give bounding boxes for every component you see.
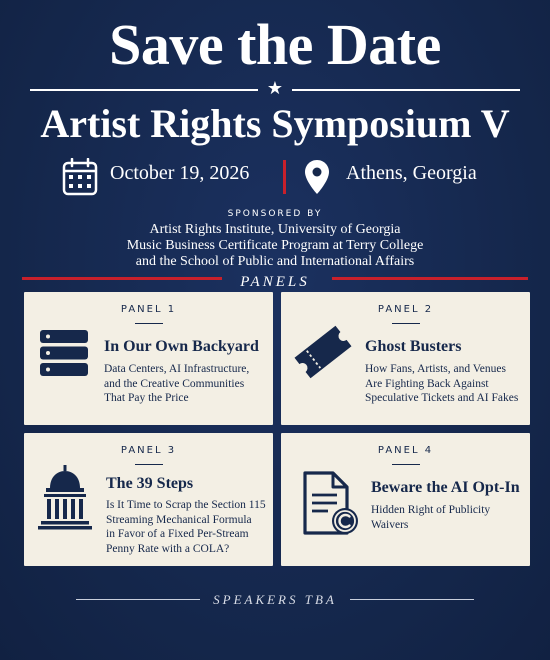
panel-rule [392,464,420,465]
divider-line-right [292,89,520,91]
description-line: Data Centers, AI Infrastructure, [104,363,250,375]
panel-title: The 39 Steps [106,475,194,492]
description-line: Waivers [371,518,409,531]
panel-description [365,362,518,406]
sponsor-line: Music Business Certificate Program at Terry College [126,238,424,253]
description-line: Hidden Right of Publicity [371,504,491,516]
copyright-document-icon [301,471,363,537]
star-divider [0,79,550,99]
description-line: Is It Time to Scrap the Section 115 [106,499,266,511]
panel-number: PANEL 1 [120,304,177,315]
server-stack-icon [38,328,90,378]
panel-description [106,498,266,556]
sponsor-line: Artist Rights Institute, University of Georgia [149,222,401,237]
description-line: Streaming Mechanical Formula [106,513,252,526]
map-pin-icon [304,159,330,195]
panel-title: In Our Own Backyard [104,338,259,355]
save-the-date-heading: Save the Date [109,12,441,77]
star-icon: ★ [266,78,284,99]
panel-number: PANEL 4 [377,445,434,456]
sponsor-line: and the School of Public and International Affairs [135,254,415,269]
panel-rule [392,323,420,324]
speakers-row [0,591,550,609]
info-divider [283,160,286,194]
ticket-icon [289,322,357,382]
panels-heading-row [0,272,550,292]
event-location: Athens, Georgia [346,162,477,184]
panel-card-4 [281,433,530,566]
description-line: Penny Rate with a COLA? [106,542,230,555]
panel-title: Beware the AI Opt-In [371,479,520,496]
description-line: in Favor of a Fixed Per-Stream [106,528,249,540]
event-info-row [0,156,550,198]
panel-title: Ghost Busters [365,338,462,355]
description-line: and the Creative Communities [104,377,245,390]
sponsor-list [0,222,550,270]
red-rule-right [332,277,528,280]
panel-number: PANEL 2 [377,304,434,315]
calendar-icon [62,158,98,196]
speakers-line-right [350,599,474,600]
divider-line-left [30,89,258,91]
speakers-tba: SPEAKERS TBA [213,592,337,607]
description-line: Are Fighting Back Against [365,377,489,390]
sponsored-by-label: SPONSORED BY [227,209,323,219]
panel-description [104,362,249,406]
description-line: How Fans, Artists, and Venues [365,363,506,375]
capitol-building-icon [36,464,94,530]
panel-rule [135,464,163,465]
description-line: That Pay the Price [104,392,189,404]
panels-heading: PANELS [240,274,310,290]
panel-card-3 [24,433,273,566]
panel-card-2 [281,292,530,425]
description-line: Speculative Tickets and AI Fakes [365,392,519,404]
panel-description [371,503,490,532]
panel-card-1 [24,292,273,425]
event-date: October 19, 2026 [110,162,250,184]
panel-number: PANEL 3 [120,445,177,456]
event-title: Artist Rights Symposium V [40,101,510,146]
panel-rule [135,323,163,324]
